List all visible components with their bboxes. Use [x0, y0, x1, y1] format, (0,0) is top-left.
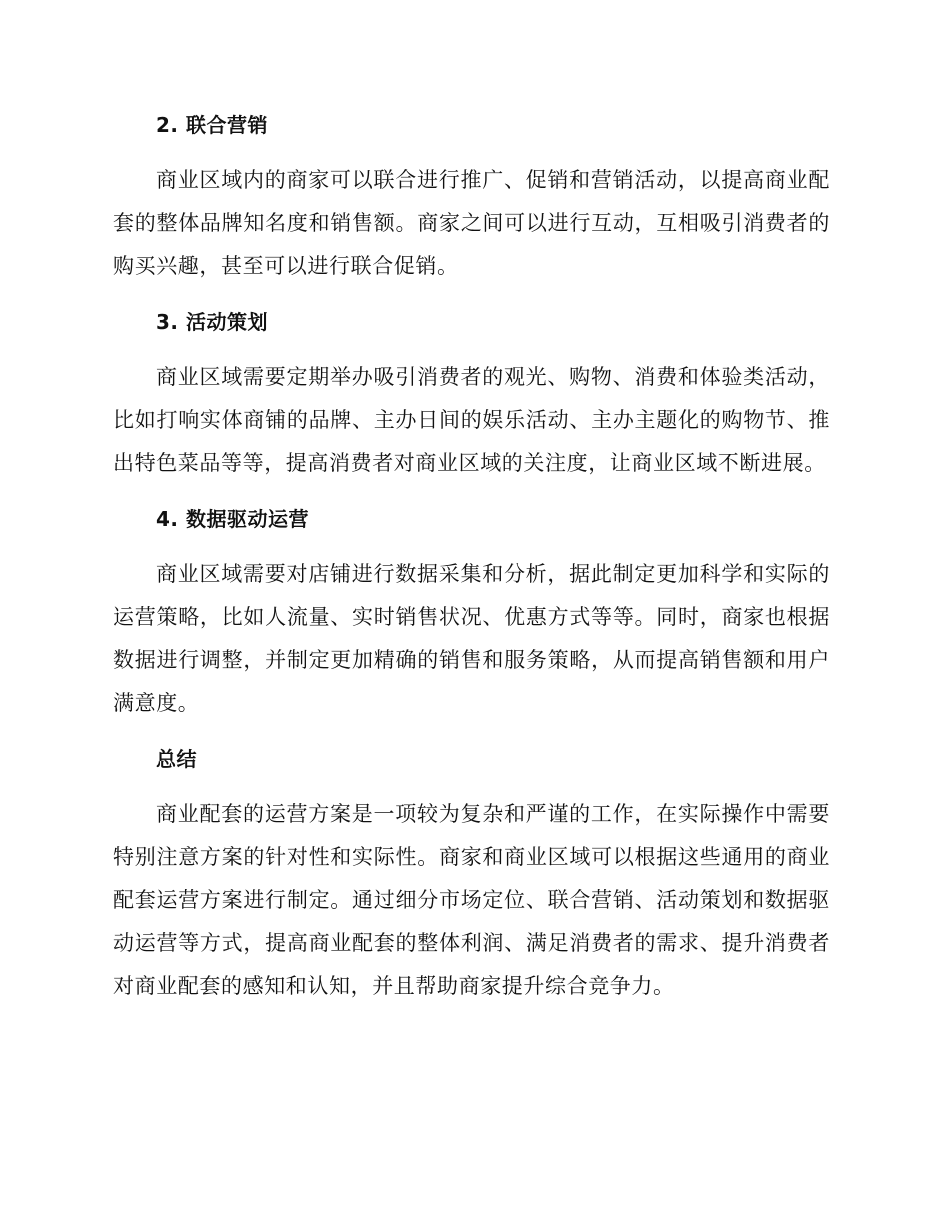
section-data-driven-operations	[113, 504, 830, 725]
section-paragraph: 商业区域内的商家可以联合进行推广、促销和营销活动，以提高商业配套的整体品牌知名度和销售额。商家之间可以进行互动，互相吸引消费者的购买兴趣，甚至可以进行联合促销。	[113, 168, 830, 278]
section-joint-marketing	[113, 110, 830, 288]
section-heading: 2. 联合营销	[156, 113, 268, 137]
section-heading: 总结	[156, 747, 197, 771]
section-paragraph: 商业配套的运营方案是一项较为复杂和严谨的工作，在实际操作中需要特别注意方案的针对性和实际性。商家和商业区域可以根据这些通用的商业配套运营方案进行制定。通过细分市场定位、联合营销、活动策划和数据驱动运营等方式，提高商业配套的整体利润、满足消费者的需求、提升消费者对商业配套的感知和认知，并且帮助商家提升综合竞争力。	[113, 802, 830, 998]
section-event-planning	[113, 307, 830, 485]
section-summary	[113, 744, 830, 1008]
section-paragraph: 商业区域需要定期举办吸引消费者的观光、购物、消费和体验类活动，比如打响实体商铺的品牌、主办日间的娱乐活动、主办主题化的购物节、推出特色菜品等等，提高消费者对商业区域的关注度，让商业区域不断进展。	[113, 365, 830, 475]
section-heading: 4. 数据驱动运营	[156, 507, 309, 531]
section-paragraph: 商业区域需要对店铺进行数据采集和分析，据此制定更加科学和实际的运营策略，比如人流量、实时销售状况、优惠方式等等。同时，商家也根据数据进行调整，并制定更加精确的销售和服务策略，从而提高销售额和用户满意度。	[113, 562, 830, 715]
section-heading: 3. 活动策划	[156, 310, 268, 334]
